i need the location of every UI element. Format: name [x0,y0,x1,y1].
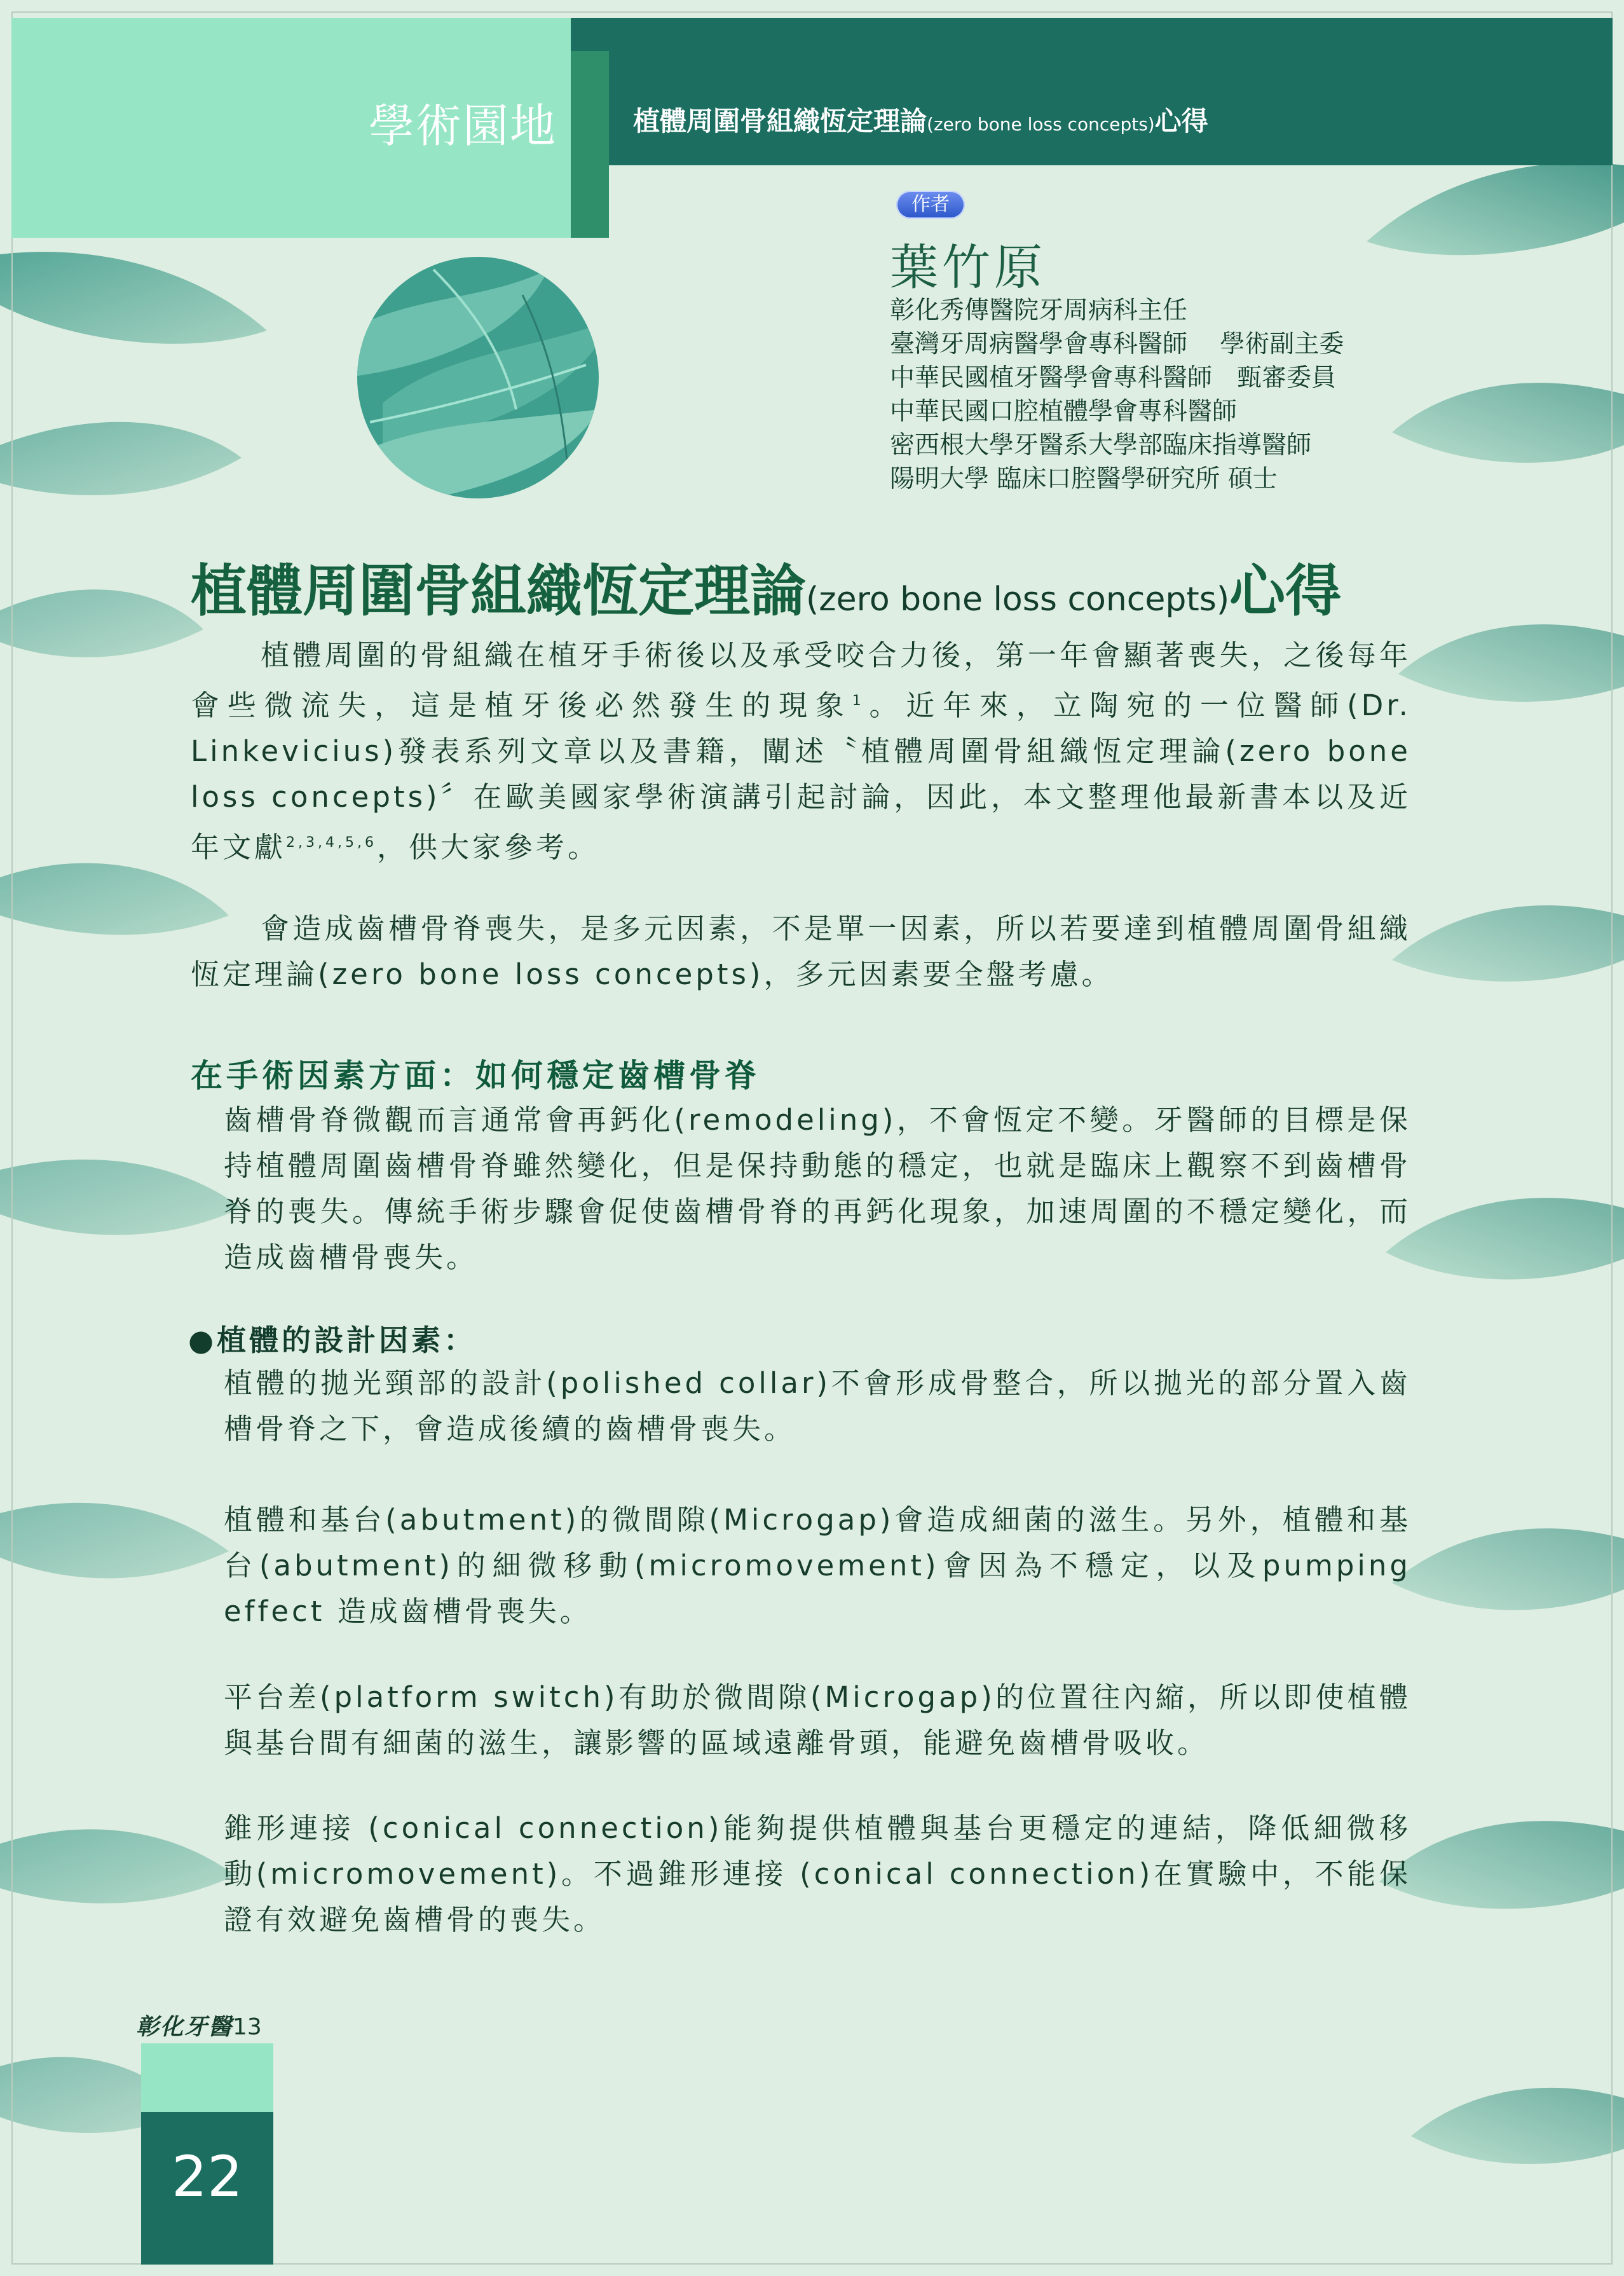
intro-text-b: 。近年來，立陶宛的一位醫師(Dr. Linkevicius)發表系列文章以及書籍，闡述〝植體周圍骨組織恆定理論(zero bone loss concepts)〞在歐美國家學術演講引起討論，因此，本文整理他最新書本以及近年文獻 [191,689,1411,864]
running-title [633,100,1208,139]
section-surgical-body: 齒槽骨脊微觀而言通常會再鈣化(remodeling)，不會恆定不變。牙醫師的目標是保持植體周圍齒槽骨脊雖然變化，但是保持動態的穩定，也就是臨床上觀察不到齒槽骨脊的喪失。傳統手術步驟會促使齒槽骨脊的再鈣化現象，加速周圍的不穩定變化，而造成齒槽骨喪失。 [224,1103,1411,1274]
intro-text-a: 植體周圍的骨組織在植牙手術後以及承受咬合力後，第一年會顯著喪失，之後每年會些微流失，這是植牙後必然發生的現象 [191,638,1411,722]
article-title [191,547,1341,627]
header-mid-strip [571,51,609,238]
intro-paragraph-2: 會造成齒槽骨脊喪失，是多元因素，不是單一因素，所以若要達到植體周圍骨組織恆定理論(zero bone loss concepts)，多元因素要全盤考慮。 [191,912,1411,991]
section-heading-surgical: 在手術因素方面：如何穩定齒槽骨脊 [191,1057,760,1094]
affiliation-line: 密西根大學牙醫系大學部臨床指導醫師 [890,431,1312,460]
page-number: 22 [172,2144,243,2209]
affiliation-line: 臺灣牙周病醫學會專科醫師 學術副主委 [890,330,1344,359]
running-title-cjk: 植體周圍骨組織恆定理論 [633,106,927,137]
implant-design-paragraph-2: 植體和基台(abutment)的微間隙(Microgap)會造成細菌的滋生。另外，植體和基台(abutment)的細微移動(micromovement)會因為不穩定，以及pumping effect 造成齒槽骨喪失。 [224,1503,1411,1628]
section-label: 學術園地 [369,99,557,153]
citation-2-6: 2,3,4,5,6 [286,835,377,851]
affiliation-line: 陽明大學 臨床口腔醫學研究所 碩士 [890,465,1278,493]
implant-design-paragraph-3: 平台差(platform switch)有助於微間隙(Microgap)的位置往內縮，所以即使植體與基台間有細菌的滋生，讓影響的區域遠離骨頭，能避免齒槽骨吸收。 [224,1680,1411,1760]
intro-paragraph-1 [191,633,1411,870]
affiliation-line: 中華民國植牙醫學會專科醫師 甄審委員 [890,364,1337,392]
header-dark-bar [571,18,1613,165]
running-title-latin: (zero bone loss concepts) [927,114,1155,135]
issue-number: 13 [233,2014,262,2040]
running-title-suffix: 心得 [1154,106,1208,137]
affiliation-line: 中華民國口腔植體學會專科醫師 [890,397,1238,426]
title-cjk: 植體周圍骨組織恆定理論 [191,558,807,624]
implant-design-paragraph-1: 植體的拋光頸部的設計(polished collar)不會形成骨整合，所以拋光的部分置入齒槽骨脊之下，會造成後續的齒槽骨喪失。 [224,1366,1411,1446]
leaf-photo [357,257,599,498]
author-name: 葉竹原 [890,239,1046,296]
author-badge: 作者 [896,191,965,219]
title-latin: (zero bone loss concepts) [806,580,1230,619]
title-suffix: 心得 [1229,558,1342,624]
journal-issue [136,2009,262,2041]
journal-name: 彰化牙醫 [136,2013,233,2040]
citation-1: 1 [852,693,864,709]
intro-text-c: ，供大家參考。 [376,830,599,864]
implant-design-paragraph-4: 錐形連接 (conical connection)能夠提供植體與基台更穩定的連結，降低細微移動(micromovement)。不過錐形連接 (conical connection)在實驗中，不能保證有效避免齒槽骨的喪失。 [224,1811,1411,1937]
affiliation-line: 彰化秀傳醫院牙周病科主任 [890,296,1188,325]
section-heading-implant-design: ●植體的設計因素： [188,1323,477,1357]
page-tab-light [141,2043,273,2112]
author-affiliations [890,294,1344,496]
